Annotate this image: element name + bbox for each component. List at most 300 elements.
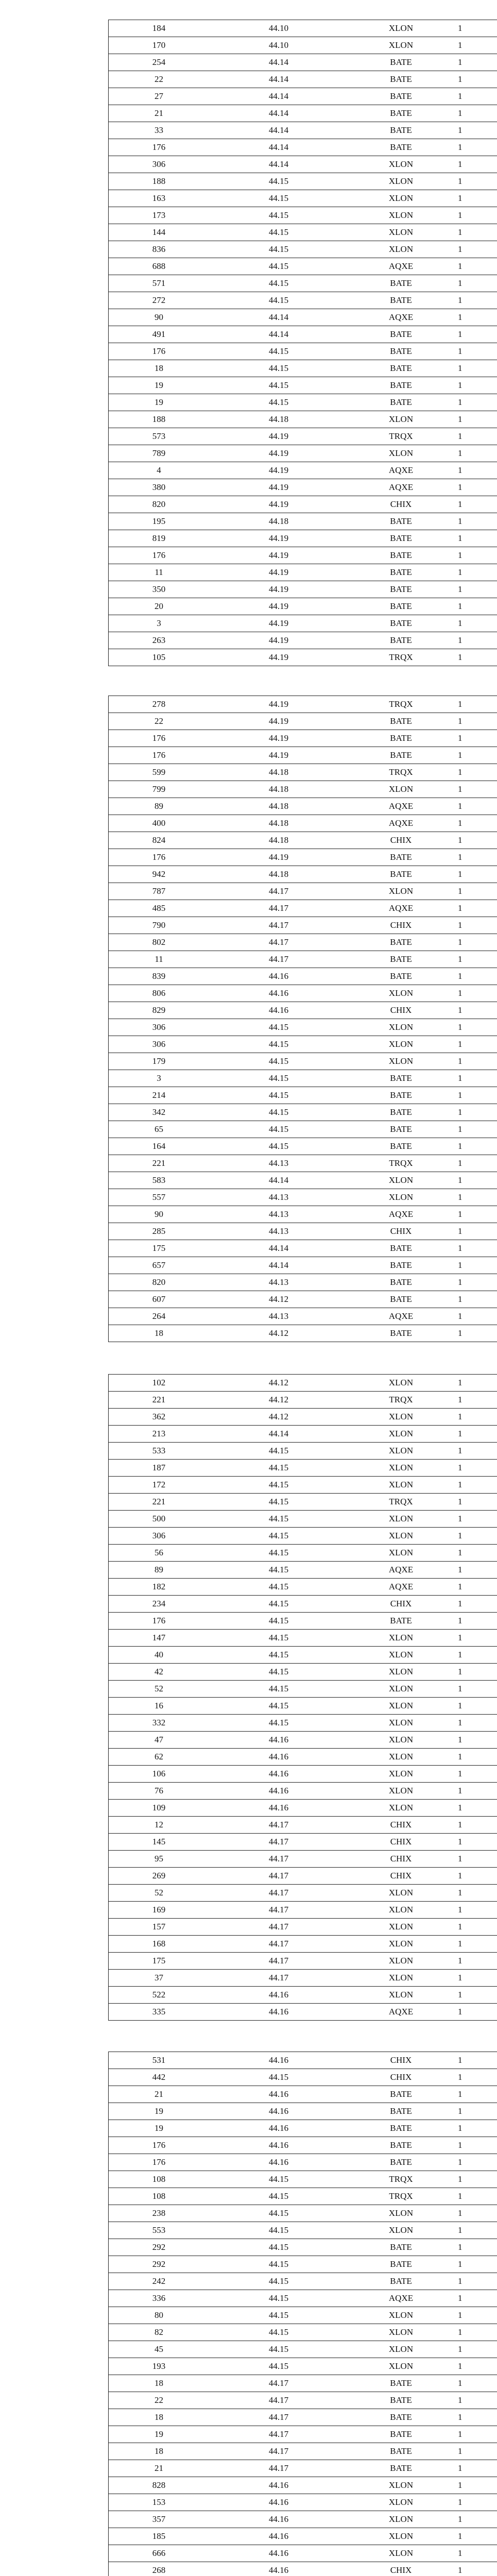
price-cell: 44.12 — [209, 1375, 348, 1392]
table-row — [109, 71, 497, 88]
time-cell: 1 — [454, 815, 497, 832]
volume-cell: 599 — [109, 764, 210, 781]
volume-cell: 500 — [109, 1511, 210, 1528]
time-cell: 1 — [454, 747, 497, 764]
venue-cell: BATE — [348, 866, 454, 883]
table-row — [109, 2409, 497, 2426]
volume-cell: 485 — [109, 900, 210, 917]
time-cell: 1 — [454, 1936, 497, 1953]
price-cell: 44.17 — [209, 917, 348, 934]
volume-cell: 52 — [109, 1885, 210, 1902]
volume-cell: 269 — [109, 1868, 210, 1885]
price-cell: 44.15 — [209, 2171, 348, 2188]
volume-cell: 157 — [109, 1919, 210, 1936]
table-row — [109, 1494, 497, 1511]
venue-cell: BATE — [348, 2086, 454, 2103]
time-cell: 1 — [454, 917, 497, 934]
price-cell: 44.15 — [209, 1460, 348, 1477]
volume-cell: 400 — [109, 815, 210, 832]
venue-cell: BATE — [348, 1087, 454, 1104]
time-cell: 1 — [454, 1817, 497, 1834]
table-row — [109, 2171, 497, 2188]
time-cell: 1 — [454, 883, 497, 900]
venue-cell: BATE — [348, 2375, 454, 2392]
price-cell: 44.15 — [209, 2341, 348, 2358]
time-cell: 1 — [454, 1308, 497, 1325]
table-row — [109, 2477, 497, 2494]
venue-cell: BATE — [348, 139, 454, 156]
volume-cell: 573 — [109, 428, 210, 445]
table-row — [109, 2358, 497, 2375]
volume-cell: 213 — [109, 1426, 210, 1443]
price-cell: 44.17 — [209, 1834, 348, 1851]
time-cell: 1 — [454, 798, 497, 815]
table-row — [109, 1155, 497, 1172]
volume-cell: 16 — [109, 1698, 210, 1715]
venue-cell: CHIX — [348, 832, 454, 849]
time-cell: 1 — [454, 122, 497, 139]
time-cell: 1 — [454, 139, 497, 156]
table-row — [109, 1919, 497, 1936]
volume-cell: 19 — [109, 394, 210, 411]
price-cell: 44.14 — [209, 1240, 348, 1257]
venue-cell: XLON — [348, 1885, 454, 1902]
venue-cell: BATE — [348, 54, 454, 71]
venue-cell: BATE — [348, 849, 454, 866]
time-cell: 1 — [454, 1138, 497, 1155]
venue-cell: BATE — [348, 747, 454, 764]
volume-cell: 147 — [109, 1630, 210, 1647]
venue-cell: BATE — [348, 394, 454, 411]
venue-cell: XLON — [348, 1732, 454, 1749]
table-row — [109, 1104, 497, 1121]
price-cell: 44.17 — [209, 2460, 348, 2477]
price-cell: 44.19 — [209, 696, 348, 713]
venue-cell: AQXE — [348, 1579, 454, 1596]
time-cell: 1 — [454, 71, 497, 88]
table-row — [109, 581, 497, 598]
venue-cell: BATE — [348, 730, 454, 747]
venue-cell: XLON — [348, 1766, 454, 1783]
venue-cell: XLON — [348, 1019, 454, 1036]
volume-cell: 254 — [109, 54, 210, 71]
venue-cell: BATE — [348, 513, 454, 530]
time-cell: 1 — [454, 2222, 497, 2239]
volume-cell: 179 — [109, 1053, 210, 1070]
table-row — [109, 1426, 497, 1443]
volume-cell: 164 — [109, 1138, 210, 1155]
volume-cell: 292 — [109, 2256, 210, 2273]
venue-cell: XLON — [348, 207, 454, 224]
volume-cell: 173 — [109, 207, 210, 224]
price-cell: 44.16 — [209, 2086, 348, 2103]
volume-cell: 839 — [109, 968, 210, 985]
venue-cell: BATE — [348, 1613, 454, 1630]
venue-cell: XLON — [348, 224, 454, 241]
volume-cell: 666 — [109, 2545, 210, 2562]
time-cell: 1 — [454, 1223, 497, 1240]
time-cell: 1 — [454, 1851, 497, 1868]
price-cell: 44.14 — [209, 1426, 348, 1443]
venue-cell: CHIX — [348, 1834, 454, 1851]
volume-cell: 350 — [109, 581, 210, 598]
venue-cell: BATE — [348, 2137, 454, 2154]
table-row — [109, 2562, 497, 2576]
venue-cell: AQXE — [348, 1308, 454, 1325]
time-cell: 1 — [454, 547, 497, 564]
venue-cell: BATE — [348, 1121, 454, 1138]
volume-cell: 188 — [109, 173, 210, 190]
table-row — [109, 2205, 497, 2222]
venue-cell: XLON — [348, 445, 454, 462]
price-cell: 44.15 — [209, 207, 348, 224]
volume-cell: 553 — [109, 2222, 210, 2239]
time-cell: 1 — [454, 1715, 497, 1732]
volume-cell: 824 — [109, 832, 210, 849]
venue-cell: BATE — [348, 343, 454, 360]
venue-cell: BATE — [348, 1257, 454, 1274]
volume-cell: 942 — [109, 866, 210, 883]
time-cell: 1 — [454, 649, 497, 666]
price-cell: 44.10 — [209, 20, 348, 37]
table-row — [109, 1528, 497, 1545]
price-cell: 44.18 — [209, 764, 348, 781]
price-cell: 44.15 — [209, 1070, 348, 1087]
table-row — [109, 2103, 497, 2120]
venue-cell: XLON — [348, 1426, 454, 1443]
volume-cell: 144 — [109, 224, 210, 241]
price-cell: 44.14 — [209, 88, 348, 105]
time-cell: 1 — [454, 428, 497, 445]
table-row — [109, 2239, 497, 2256]
volume-cell: 336 — [109, 2290, 210, 2307]
time-cell: 1 — [454, 1902, 497, 1919]
time-cell: 1 — [454, 2256, 497, 2273]
volume-cell: 306 — [109, 1036, 210, 1053]
time-cell: 1 — [454, 615, 497, 632]
venue-cell: AQXE — [348, 2290, 454, 2307]
venue-cell: XLON — [348, 1375, 454, 1392]
table-row — [109, 479, 497, 496]
time-cell: 1 — [454, 1494, 497, 1511]
table-row — [109, 985, 497, 1002]
venue-cell: BATE — [348, 292, 454, 309]
venue-cell: XLON — [348, 241, 454, 258]
volume-cell: 108 — [109, 2188, 210, 2205]
time-cell: 1 — [454, 2341, 497, 2358]
price-cell: 44.15 — [209, 1664, 348, 1681]
table-row — [109, 377, 497, 394]
volume-cell: 95 — [109, 1851, 210, 1868]
table-row — [109, 292, 497, 309]
table-row — [109, 1460, 497, 1477]
venue-cell: AQXE — [348, 900, 454, 917]
price-cell: 44.15 — [209, 1104, 348, 1121]
venue-cell: AQXE — [348, 258, 454, 275]
table-row — [109, 1732, 497, 1749]
table-row — [109, 1579, 497, 1596]
volume-cell: 306 — [109, 156, 210, 173]
table-row — [109, 1800, 497, 1817]
venue-cell: BATE — [348, 105, 454, 122]
table-row — [109, 1257, 497, 1274]
venue-cell: XLON — [348, 1036, 454, 1053]
time-cell: 1 — [454, 2545, 497, 2562]
venue-cell: BATE — [348, 326, 454, 343]
trades-table-2 — [108, 696, 497, 1342]
time-cell: 1 — [454, 632, 497, 649]
price-cell: 44.17 — [209, 1885, 348, 1902]
time-cell: 1 — [454, 343, 497, 360]
venue-cell: AQXE — [348, 798, 454, 815]
table-row — [109, 275, 497, 292]
venue-cell: BATE — [348, 360, 454, 377]
table-row — [109, 1087, 497, 1104]
table-row — [109, 1936, 497, 1953]
time-cell: 1 — [454, 1528, 497, 1545]
table-row — [109, 54, 497, 71]
time-cell: 1 — [454, 781, 497, 798]
price-cell: 44.17 — [209, 1936, 348, 1953]
venue-cell: BATE — [348, 615, 454, 632]
venue-cell: XLON — [348, 1477, 454, 1494]
price-cell: 44.15 — [209, 1121, 348, 1138]
price-cell: 44.17 — [209, 1851, 348, 1868]
volume-cell: 806 — [109, 985, 210, 1002]
time-cell: 1 — [454, 1325, 497, 1342]
table-row — [109, 2188, 497, 2205]
price-cell: 44.17 — [209, 951, 348, 968]
volume-cell: 27 — [109, 88, 210, 105]
table-row — [109, 309, 497, 326]
volume-cell: 33 — [109, 122, 210, 139]
volume-cell: 176 — [109, 849, 210, 866]
volume-cell: 18 — [109, 2443, 210, 2460]
time-cell: 1 — [454, 581, 497, 598]
volume-cell: 175 — [109, 1240, 210, 1257]
time-cell: 1 — [454, 1375, 497, 1392]
time-cell: 1 — [454, 1868, 497, 1885]
volume-cell: 176 — [109, 2137, 210, 2154]
volume-cell: 185 — [109, 2528, 210, 2545]
venue-cell: CHIX — [348, 917, 454, 934]
price-cell: 44.18 — [209, 411, 348, 428]
time-cell: 1 — [454, 2188, 497, 2205]
table-row — [109, 530, 497, 547]
volume-cell: 820 — [109, 1274, 210, 1291]
time-cell: 1 — [454, 985, 497, 1002]
time-cell: 1 — [454, 2069, 497, 2086]
venue-cell: XLON — [348, 2511, 454, 2528]
table-row — [109, 1002, 497, 1019]
table-row — [109, 747, 497, 764]
volume-cell: 176 — [109, 747, 210, 764]
volume-cell: 19 — [109, 2120, 210, 2137]
volume-cell: 176 — [109, 343, 210, 360]
venue-cell: XLON — [348, 37, 454, 54]
price-cell: 44.19 — [209, 445, 348, 462]
venue-cell: XLON — [348, 1970, 454, 1987]
time-cell: 1 — [454, 1189, 497, 1206]
table-row — [109, 1036, 497, 1053]
table-row — [109, 2086, 497, 2103]
table-row — [109, 1053, 497, 1070]
volume-cell: 80 — [109, 2307, 210, 2324]
table-row — [109, 798, 497, 815]
table-row — [109, 156, 497, 173]
price-cell: 44.14 — [209, 309, 348, 326]
venue-cell: CHIX — [348, 1223, 454, 1240]
time-cell: 1 — [454, 1477, 497, 1494]
price-cell: 44.15 — [209, 1545, 348, 1562]
venue-cell: AQXE — [348, 1206, 454, 1223]
volume-cell: 90 — [109, 1206, 210, 1223]
table-row — [109, 462, 497, 479]
volume-cell: 21 — [109, 2460, 210, 2477]
price-cell: 44.16 — [209, 968, 348, 985]
price-cell: 44.17 — [209, 1919, 348, 1936]
price-cell: 44.15 — [209, 2273, 348, 2290]
volume-cell: 836 — [109, 241, 210, 258]
time-cell: 1 — [454, 2511, 497, 2528]
table-row — [109, 1766, 497, 1783]
table-row — [109, 1749, 497, 1766]
volume-cell: 89 — [109, 798, 210, 815]
volume-cell: 11 — [109, 951, 210, 968]
table-row — [109, 713, 497, 730]
venue-cell: BATE — [348, 547, 454, 564]
venue-cell: XLON — [348, 1953, 454, 1970]
venue-cell: XLON — [348, 1443, 454, 1460]
volume-cell: 176 — [109, 2154, 210, 2171]
time-cell: 1 — [454, 713, 497, 730]
venue-cell: XLON — [348, 1630, 454, 1647]
venue-cell: XLON — [348, 1528, 454, 1545]
volume-cell: 3 — [109, 1070, 210, 1087]
volume-cell: 214 — [109, 1087, 210, 1104]
volume-cell: 335 — [109, 2004, 210, 2021]
volume-cell: 799 — [109, 781, 210, 798]
time-cell: 1 — [454, 292, 497, 309]
price-cell: 44.14 — [209, 54, 348, 71]
volume-cell: 188 — [109, 411, 210, 428]
time-cell: 1 — [454, 1104, 497, 1121]
venue-cell: AQXE — [348, 479, 454, 496]
price-cell: 44.19 — [209, 496, 348, 513]
volume-cell: 306 — [109, 1019, 210, 1036]
price-cell: 44.15 — [209, 1698, 348, 1715]
venue-cell: BATE — [348, 1240, 454, 1257]
time-cell: 1 — [454, 2239, 497, 2256]
price-cell: 44.15 — [209, 1613, 348, 1630]
price-cell: 44.19 — [209, 530, 348, 547]
venue-cell: TRQX — [348, 2188, 454, 2205]
venue-cell: BATE — [348, 598, 454, 615]
volume-cell: 263 — [109, 632, 210, 649]
price-cell: 44.13 — [209, 1274, 348, 1291]
price-cell: 44.16 — [209, 1002, 348, 1019]
price-cell: 44.15 — [209, 1562, 348, 1579]
time-cell: 1 — [454, 1257, 497, 1274]
time-cell: 1 — [454, 2375, 497, 2392]
time-cell: 1 — [454, 496, 497, 513]
table-row — [109, 2443, 497, 2460]
time-cell: 1 — [454, 326, 497, 343]
price-cell: 44.14 — [209, 156, 348, 173]
table-row — [109, 1953, 497, 1970]
time-cell: 1 — [454, 1545, 497, 1562]
price-cell: 44.16 — [209, 985, 348, 1002]
venue-cell: AQXE — [348, 1562, 454, 1579]
time-cell: 1 — [454, 1240, 497, 1257]
table-row — [109, 37, 497, 54]
volume-cell: 3 — [109, 615, 210, 632]
price-cell: 44.17 — [209, 883, 348, 900]
price-cell: 44.19 — [209, 479, 348, 496]
price-cell: 44.15 — [209, 292, 348, 309]
table-row — [109, 1613, 497, 1630]
price-cell: 44.13 — [209, 1223, 348, 1240]
venue-cell: XLON — [348, 1698, 454, 1715]
table-row — [109, 1308, 497, 1325]
venue-cell: XLON — [348, 1545, 454, 1562]
volume-cell: 583 — [109, 1172, 210, 1189]
time-cell: 1 — [454, 1002, 497, 1019]
time-cell: 1 — [454, 2205, 497, 2222]
price-cell: 44.14 — [209, 139, 348, 156]
venue-cell: BATE — [348, 2103, 454, 2120]
price-cell: 44.13 — [209, 1189, 348, 1206]
venue-cell: XLON — [348, 1647, 454, 1664]
venue-cell: BATE — [348, 2154, 454, 2171]
time-cell: 1 — [454, 1647, 497, 1664]
volume-cell: 442 — [109, 2069, 210, 2086]
volume-cell: 12 — [109, 1817, 210, 1834]
price-cell: 44.16 — [209, 2477, 348, 2494]
table-row — [109, 20, 497, 37]
table-row — [109, 1070, 497, 1087]
volume-cell: 221 — [109, 1494, 210, 1511]
volume-cell: 787 — [109, 883, 210, 900]
time-cell: 1 — [454, 20, 497, 37]
volume-cell: 306 — [109, 1528, 210, 1545]
venue-cell: XLON — [348, 156, 454, 173]
venue-cell: BATE — [348, 632, 454, 649]
venue-cell: TRQX — [348, 696, 454, 713]
volume-cell: 22 — [109, 713, 210, 730]
table-row — [109, 513, 497, 530]
venue-cell: XLON — [348, 1681, 454, 1698]
time-cell: 1 — [454, 1087, 497, 1104]
price-cell: 44.18 — [209, 513, 348, 530]
time-cell: 1 — [454, 2426, 497, 2443]
venue-cell: TRQX — [348, 2171, 454, 2188]
table-row — [109, 2120, 497, 2137]
venue-cell: TRQX — [348, 1494, 454, 1511]
time-cell: 1 — [454, 1749, 497, 1766]
venue-cell: XLON — [348, 1987, 454, 2004]
venue-cell: XLON — [348, 1749, 454, 1766]
time-cell: 1 — [454, 1698, 497, 1715]
venue-cell: BATE — [348, 122, 454, 139]
price-cell: 44.15 — [209, 394, 348, 411]
price-cell: 44.16 — [209, 2528, 348, 2545]
venue-cell: XLON — [348, 1783, 454, 1800]
venue-cell: XLON — [348, 173, 454, 190]
table-row — [109, 1970, 497, 1987]
time-cell: 1 — [454, 190, 497, 207]
volume-cell: 268 — [109, 2562, 210, 2576]
